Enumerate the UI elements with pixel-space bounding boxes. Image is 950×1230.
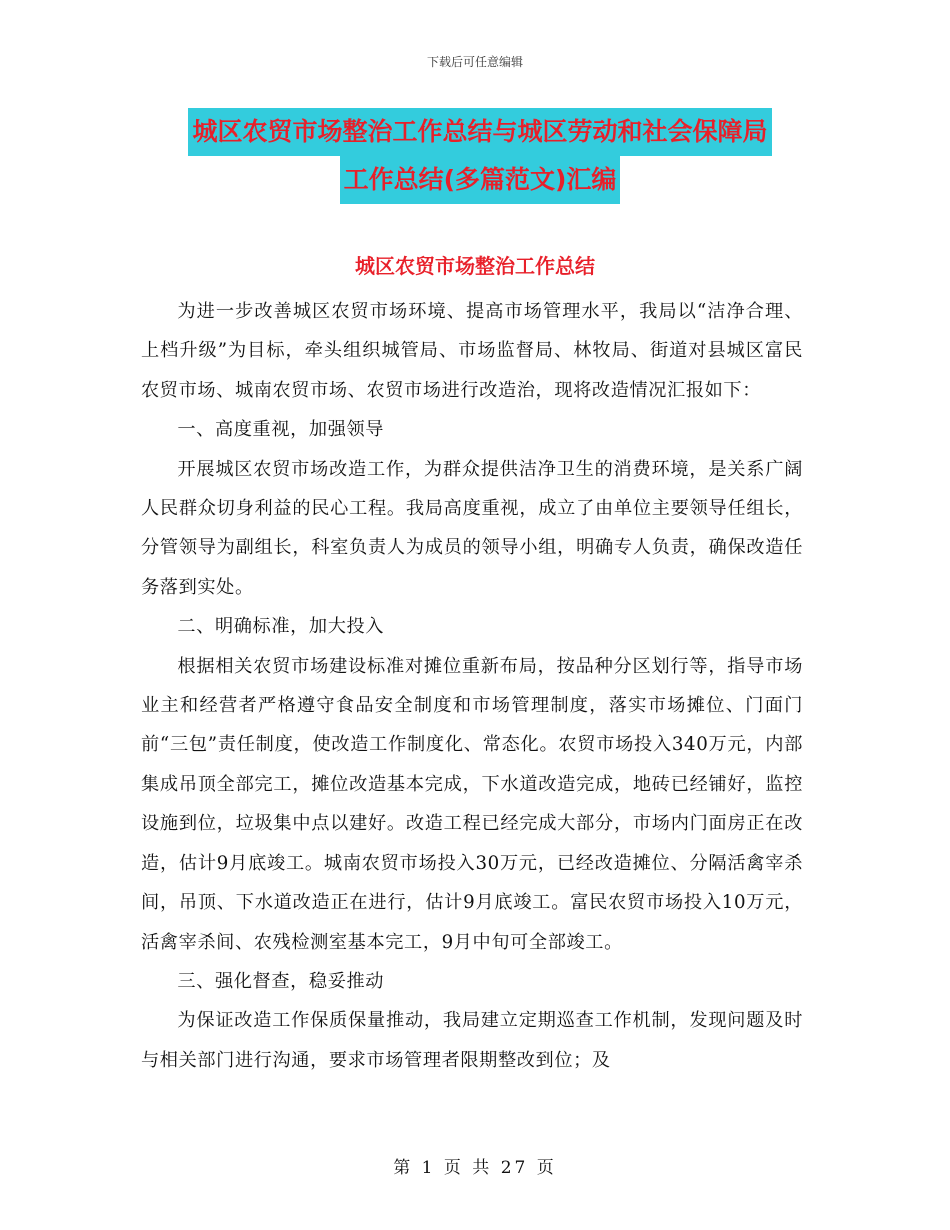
heading-three: 三、强化督查，稳妥推动 <box>177 970 385 992</box>
paragraph-one: 开展城区农贸市场改造工作，为群众提供洁净卫生的消费环境，是关系广阔人民群众切身利益的民心工程。我局高度重视，成立了由单位主要领导任组长，分管领导为副组长，科室负责人为成员的领导小组，明确专人负责，确保改造任务落到实处。 <box>141 458 803 598</box>
heading-two: 二、明确标准，加大投入 <box>177 616 385 638</box>
paragraph-two: 根据相关农贸市场建设标准对摊位重新布局，按品种分区划行等，指导市场业主和经营者严格遵守食品安全制度和市场管理制度，落实市场摊位、门面门前“三包”责任制度，使改造工作制度化、常态化。农贸市场投入340万元，内部集成吊顶全部完工，摊位改造基本完成，下水道改造完成，地砖已经铺好，监控设施到位，垃圾集中点以建好。改造工程已经完成大部分，市场内门面房正在改造，估计9月底竣工。城南农贸市场投入30万元，已经改造摊位、分隔活禽宰杀间，吊顶、下水道改造正在进行，估计9月底竣工。富民农贸市场投入10万元，活禽宰杀间、农残检测室基本完工，9月中旬可全部竣工。 <box>141 655 803 953</box>
page-footer: 第 1 页 共 27 页 <box>393 1158 557 1178</box>
heading-one: 一、高度重视，加强领导 <box>177 419 385 441</box>
body-text <box>141 292 803 1080</box>
document-title <box>150 108 810 204</box>
section-title: 城区农贸市场整治工作总结 <box>355 254 595 278</box>
paragraph-three: 为保证改造工作保质保量推动，我局建立定期巡查工作机制，发现问题及时与相关部门进行沟通，要求市场管理者限期整改到位；及 <box>141 1010 803 1071</box>
document-title-line-1: 城区农贸市场整治工作总结与城区劳动和社会保障局 <box>188 108 771 156</box>
paragraph-intro: 为进一步改善城区农贸市场环境、提高市场管理水平，我局以“洁净合理、上档升级”为目标，牵头组织城管局、市场监督局、林牧局、街道对县城区富民农贸市场、城南农贸市场、农贸市场进行改造治，现将改造情况汇报如下： <box>141 301 803 401</box>
document-title-line-2: 工作总结(多篇范文)汇编 <box>340 156 621 204</box>
header-note: 下载后可任意编辑 <box>426 55 523 69</box>
